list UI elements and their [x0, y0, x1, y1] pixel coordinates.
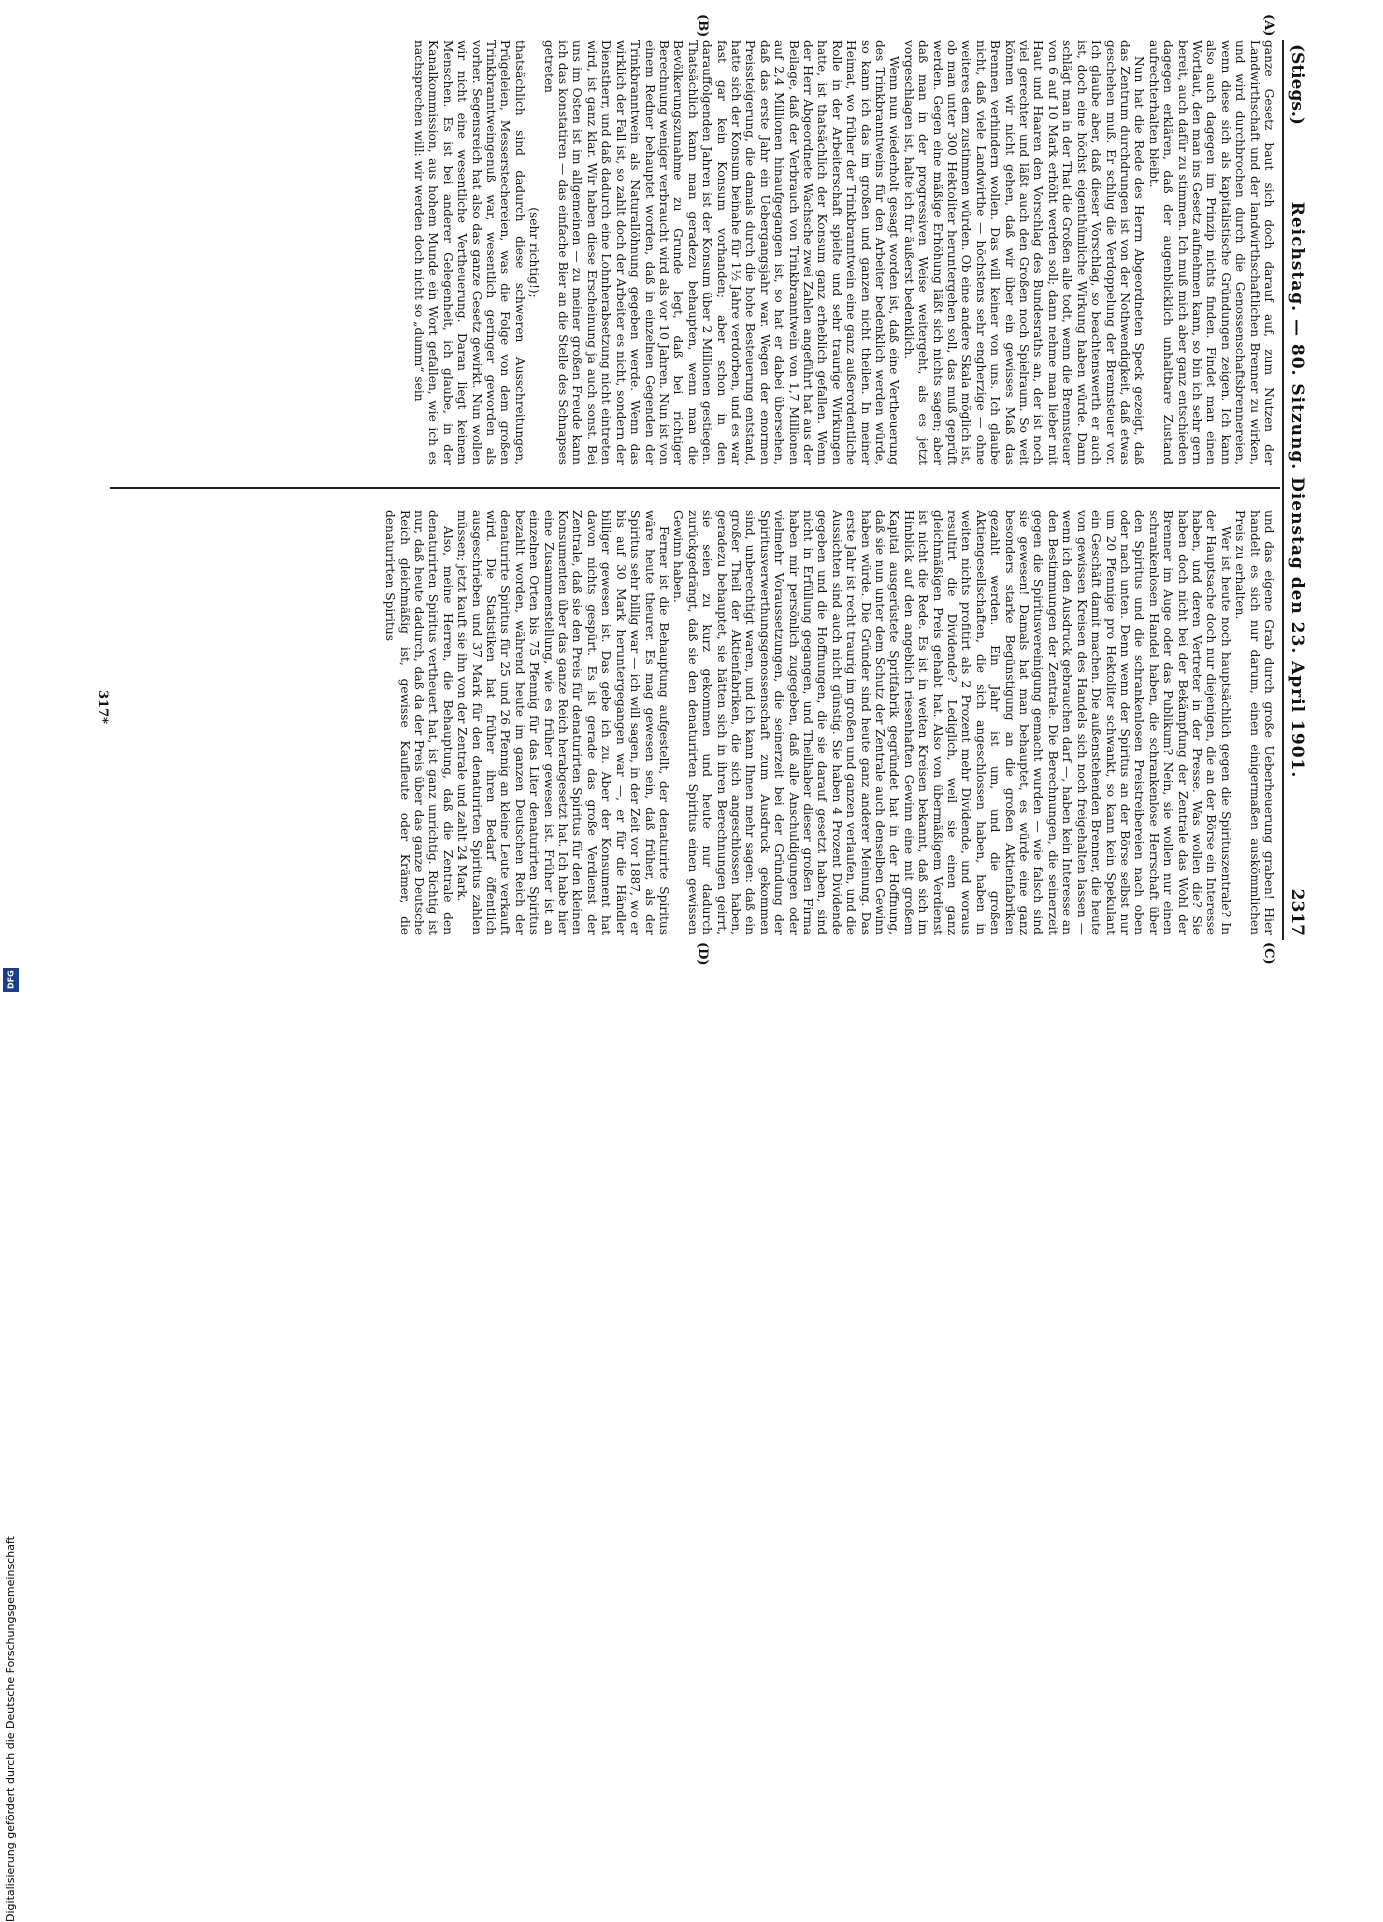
paragraph: Wenn nun wiederholt gesagt worden ist, daß eine Vertheuerung des Trinkbranntweins für den Arbeiter bedenklich werden würde, so kann ich das im großen und ganzen nicht theilen. In meiner Heimat, wo früher der Trinkbranntwein eine ganz außerordentliche Rolle in der Arbeiterschaft spielte und sehr traurige Wirkungen hatte, ist thatsächlich der Konsum ganz erheblich gefallen. Wenn der Herr Abgeordnete Wachsche zwei Zahlen angeführt hat aus der Beilage, daß der Verbrauch von Trinkbranntwein von 1,7 Millionen auf 2,4 Millionen hinaufgegangen ist, so hat er dabei übersehen, daß das erste Jahr ein Uebergangsjahr war. Wegen der enormen Preissteigerung, die damals durch die hohe Besteuerung entstand, hatte sich der Konsum beinahe für 1½ Jahre verdorben, und es war fast gar kein Konsum vorhanden; aber schon in den darauffolgenden Jahren ist der Konsum über 2 Millionen gestiegen. Thatsächlich kann man geradezu behaupten, wenn man die Bevölkerungszunahme zu Grunde legt, daß bei richtiger Berechnung weniger verbraucht wird als vor 10 Jahren. Nun ist von einem Redner behauptet worden, daß in einzelnen Gegenden der Trinkbranntwein als Naturallöhnung gegeben werde. Wenn das wirklich der Fall ist, so zahlt doch der Arbeiter es nicht, sondern der Dienstherr, und daß dadurch eine Lohnherabsetzung nicht eintreten wird, ist ganz klar. Wir haben diese Erscheinung ja auch sonst. Bei uns im Osten ist im allgemeinen — zu meiner großen Freude kann ich das konstatiren — das einfache Bier an die Stelle des Schnapses getreten — [541, 40, 902, 465]
header-title: Reichstag. — 80. Sitzung. Dienstag den 23. April 1901. — [1287, 201, 1307, 779]
right-column — [111, 510, 1276, 935]
margin-marker-c: (C) — [1261, 942, 1276, 965]
paragraph: Ferner ist die Behauptung aufgestellt, der denaturirte Spiritus wäre heute theurer. Es mag gewesen sein, daß früher, als der Spiritus sehr billig war — ich will sagen, in der Zeit vor 1887, wo er bis auf 30 Mark heruntergegangen war —, er für die Händler billiger gewesen ist. Das gebe ich zu. Aber der Konsument hat davon nichts gespürt. Es ist gerade das große Verdienst der Zentrale, daß sie den Preis für denaturirten Spiritus für den kleinen Konsumenten über das ganze Reich herabgesetzt hat. Ich habe hier eine Zusammenstellung, wie es früher gewesen ist. Früher ist an einzelnen Orten bis 75 Pfennig für das Liter denaturirten Spiritus bezahlt worden, während heute im ganzen Deutschen Reich der denaturirte Spiritus für 25 und 26 Pfennig an kleine Leute verkauft wird. Die Statistiken hat früher ihren Bedarf öffentlich ausgeschrieben und 37 Mark für den denaturirten Spiritus zahlen müssen; jetzt kauft sie ihn von der Zentrale und zahlt 24 Mark. — [455, 510, 671, 935]
credit-strip — [0, 0, 22, 1922]
paragraph: ganze Gesetz baut sich doch darauf auf, zum Nutzen der Landwirthschaft und der landwirthschaftlichen Brenner zu wirken, und wird durchbrochen durch die Genossenschaftsbrennereien, wenn diese sich als kapitalistische Gründungen zeigen. Ich kann also auch dagegen im Prinzip nichts finden. Findet man einen Wortlaut, den man ins Gesetz aufnehmen kann, so bin ich sehr gern bereit, auch dafür zu stimmen. Ich muß mich aber ganz entschieden dagegen erklären, daß der augenblicklich unhaltbare Zustand aufrechterhalten bleibt. — [1146, 40, 1276, 465]
paragraph: Also, meine Herren, die Behauptung, daß die Zentrale den denaturirten Spiritus vertheuert hat, ist ganz unrichtig. Richtig ist nur, daß heute dadurch, daß da der Preis über das ganze Deutsche Reich gleichmäßig ist, gewisse Kaufleute oder Krämer, die denaturirten Spiritus — [383, 510, 455, 935]
paragraph: Nun hat die Rede des Herrn Abgeordneten Speck gezeigt, daß das Zentrum durchdrungen ist von der Nothwendigkeit, daß etwas geschehen muß. Er schlug die Verdoppelung der Brennsteuer vor. Ich glaube aber, daß dieser Vorschlag, so beachtenswerth er auch ist, doch eine höchst eigenthümliche Wirkung haben würde. Dann schlägt man in der That die Großen alle todt, wenn die Brennsteuer von 6 auf 10 Mark erhöht werden soll; dann nehme man lieber mit Haut und Haaren den Vorschlag des Bundesraths an, der ist noch viel gerechter und läßt auch den Großen noch Spielraum. So weit können wir nicht gehen, daß wir über ein gewisses Maß das Brennen verhindern wollen. Das will keiner von uns. Ich glaube nicht, daß viele Landwirthe — höchstens sehr engherzige — ohne weiteres dem zustimmen würden. Ob eine andere Skala möglich ist, ob man unter 300 Hektoliter heruntergehen soll, das muß geprüft werden. Gegen eine mäßige Erhöhung läßt sich nichts sagen; aber daß man in der progressiven Weise weitergeht, als es jetzt vorgeschlagen ist, halte ich für äußerst bedenklich. — [901, 40, 1147, 465]
header-page-number: 2317 — [1287, 888, 1307, 936]
margin-marker-d: (D) — [695, 942, 710, 966]
column-divider — [110, 487, 1280, 489]
paragraph: und das eigene Grab durch große Ueberheuerung graben! Hier handelt es sich nur darum, einen einigermaßen auskömmlichen Preis zu erhalten. — [1233, 510, 1276, 935]
interjection: (sehr richtig!); — [527, 207, 542, 298]
dfg-credit-text: Digitalisierung gefördert durch die Deutsche Forschungsgemeinschaft — [4, 1536, 17, 1922]
scanned-page — [85, 14, 1310, 966]
page-header — [1282, 40, 1310, 940]
footer-page-number: 317* — [95, 690, 110, 724]
paragraph: Wer ist heute noch hauptsächlich gegen die Spirituszentrale? In der Hauptsache doch nur diejenigen, die an der Börse ein Interesse haben, und deren Vertreter in der Presse. Was wollen die? Sie haben doch nicht bei der Bekämpfung der Zentrale das Wohl der Brenner im Auge oder das Publikum? Nein, sie wollen nur einen schrankenlosen Handel haben, die schrankenlose Herrschaft über den Spiritus und die schrankenlosen Preistreibereien nach oben oder nach unten. Denn wenn der Spiritus an der Börse selbst nur um 20 Pfennige pro Hektoliter schwankt, so kann kein Spekulant ein Geschäft damit machen. Die außenstehenden Brenner, die heute von gewissen Kreisen des Handels sich noch freigehalten lassen — wenn ich den Ausdruck gebrauchen darf —, haben kein Interesse an den Bestimmungen der Zentrale. Die Berechnungen, die seinerzeit gegen die Spiritusvereinigung gemacht wurden — wie falsch sind sie gewesen! Damals hat man behauptet, es würde eine ganz besonders starke Begünstigung an die großen Aktienfabriken gezahlt werden. Ein Jahr ist um, und die großen Aktiengesellschaften, die sich angeschlossen haben, haben in weiten nichts profitirt als 2 Prozent mehr Dividende, und woraus resultirt die Dividende? Lediglich, weil sie einen ganz gleichmäßigen Preis gehabt hat. Also von übermäßigem Verdienst ist nicht die Rede. Es ist in weiten Kreisen bekannt, daß sich im Hinblick auf den angeblich riesenhaften Gewinn eine mit großem Kapital ausgerüstete Spritfabrik gegründet hat in der Hoffnung, daß sie nun unter dem Schutz der Zentrale auch denselben Gewinn haben würde. Die Gründer sind heute ganz anderer Meinung. Das erste Jahr ist recht traurig im großen und ganzen verlaufen, und die Aussichten sind auch nicht günstig. Sie haben 4 Prozent Dividende gegeben und die Hoffnungen, die sie darauf gesetzt haben, sind nicht in Erfüllung gegangen, und Theilhaber dieser großen Firma haben mir persönlich zugegeben, daß alle Anschuldigungen oder vielmehr Voraussetzungen, die seinerzeit bei der Gründung der Spiritusverwerthungsgenossenschaft zum Ausdruck gekommen sind, unberechtigt waren, und ich kann Ihnen mehr sagen: daß ein großer Theil der Aktienfabriken, die sich angeschlossen haben, geradezu behauptet, sie hätten sich in ihren Berechnungen geirrt, sie seien zu kurz gekommen und heute nur dadurch zurückgedrängt, daß sie den denaturirten Spiritus einen gewissen Gewinn haben. — [671, 510, 1233, 935]
header-speaker: (Stiegs.) — [1287, 44, 1307, 125]
left-column — [111, 40, 1276, 465]
margin-marker-a: (A) — [1261, 14, 1276, 37]
dfg-logo: DFG — [3, 968, 19, 992]
margin-marker-b: (B) — [695, 14, 710, 38]
paragraph: thatsächlich sind dadurch diese schweren Ausschreitungen, Prügeleien, Messerstechereien, was die Folge von dem großen Trinkbranntweingenuß war, wesentlich geringer geworden als vorher. Segensreich hat also das ganze Gesetz gewirkt. Nun wollen wir nicht eine wesentliche Vertheuerung. Daran liegt keinem Menschen. Es ist bei anderer Gelegenheit, ich glaube, in der Kanalkommission, aus hohem Munde ein Wort gefallen, wie ich es nachsprechen will: wir werden doch nicht so „dumm“ sein — [412, 40, 527, 465]
